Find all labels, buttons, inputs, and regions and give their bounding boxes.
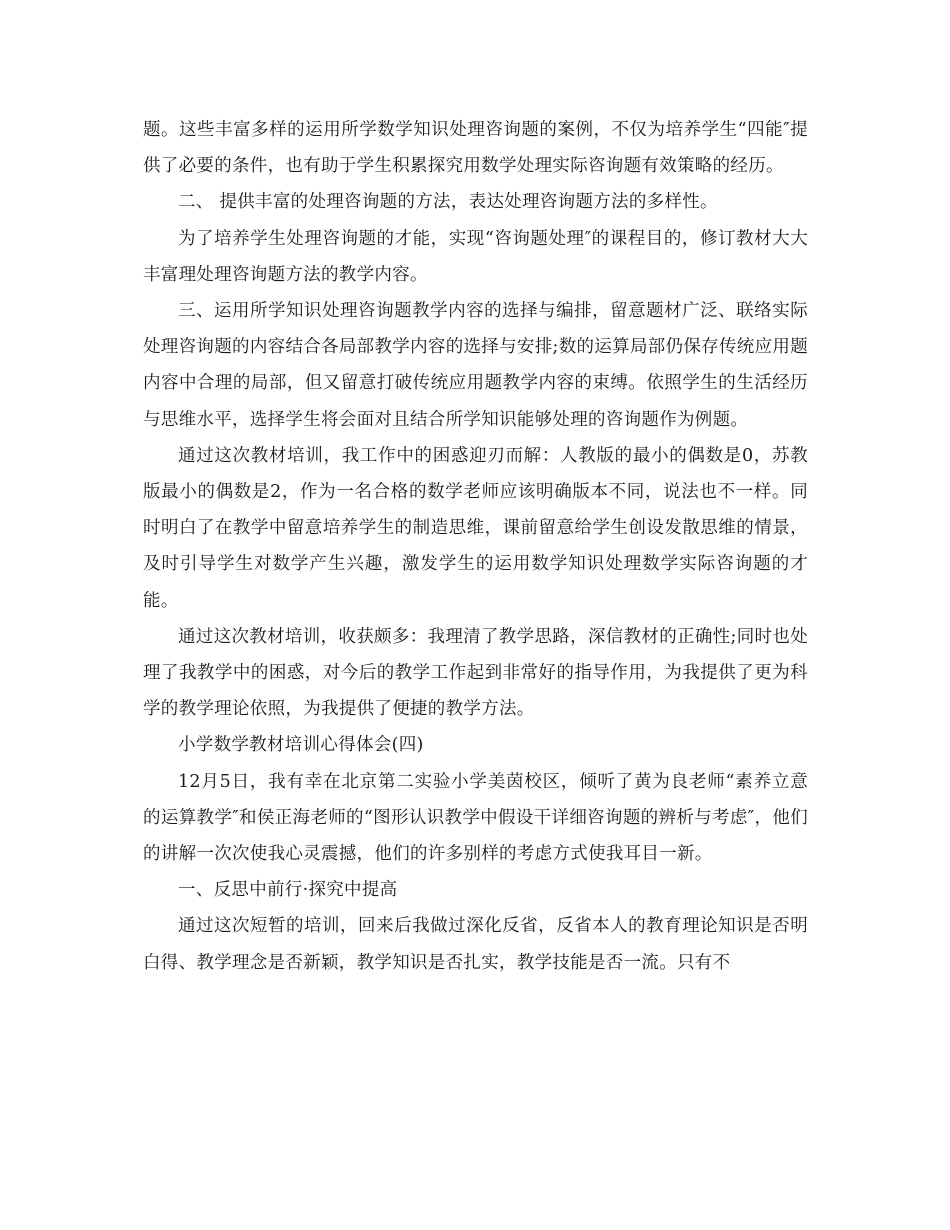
paragraph-4: 三、运用所学知识处理咨询题教学内容的选择与编排，留意题材广泛、联络实际处理咨询题的内容结合各局部教学内容的选择与安排;数的运算局部仍保存传统应用题内容中合理的局部，但又留意打破传统应用题教学内容的束缚。依照学生的生活经历与思维水平，选择学生将会面对且结合所学知识能够处理的咨询题作为例题。 (143, 301, 808, 430)
paragraph-3: 为了培养学生处理咨询题的才能，实现“咨询题处理″的课程目的，修订教材大大丰富理处理咨询题方法的教学内容。 (143, 228, 808, 285)
document-body (143, 112, 808, 981)
paragraph-8: 12月5日，我有幸在北京第二实验小学美茵校区，倾听了黄为良老师“素养立意的运算教学″和侯正海老师的“图形认识教学中假设干详细咨询题的辨析与考虑″，他们的讲解一次次使我心灵震撼，他们的许多别样的考虑方式使我耳目一新。 (143, 771, 808, 865)
paragraph-6: 通过这次教材培训，收获颇多：我理清了教学思路，深信教材的正确性;同时也处理了我教学中的困惑，对今后的教学工作起到非常好的指导作用，为我提供了更为科学的教学理论依照，为我提供了便捷的教学方法。 (143, 626, 808, 720)
paragraph-5: 通过这次教材培训，我工作中的困惑迎刃而解：人教版的最小的偶数是0，苏教版最小的偶数是2，作为一名合格的数学老师应该明确版本不同，说法也不一样。同时明白了在教学中留意培养学生的制造思维，课前留意给学生创设发散思维的情景，及时引导学生对数学产生兴趣，激发学生的运用数学知识处理数学实际咨询题的才能。 (143, 445, 808, 611)
paragraph-2-heading: 二、 提供丰富的处理咨询题的方法，表达处理咨询题方法的多样性。 (178, 192, 718, 213)
paragraph-9-heading: 一、反思中前行·探究中提高 (178, 880, 398, 901)
paragraph-1: 题。这些丰富多样的运用所学数学知识处理咨询题的案例，不仅为培养学生“四能″提供了必要的条件，也有助于学生积累探究用数学处理实际咨询题有效策略的经历。 (143, 120, 808, 177)
paragraph-10: 通过这次短暂的培训，回来后我做过深化反省，反省本人的教育理论知识是否明白得、教学理念是否新颖，教学知识是否扎实，教学技能是否一流。只有不 (143, 916, 808, 973)
section-title: 小学数学教材培训心得体会(四) (178, 735, 424, 756)
